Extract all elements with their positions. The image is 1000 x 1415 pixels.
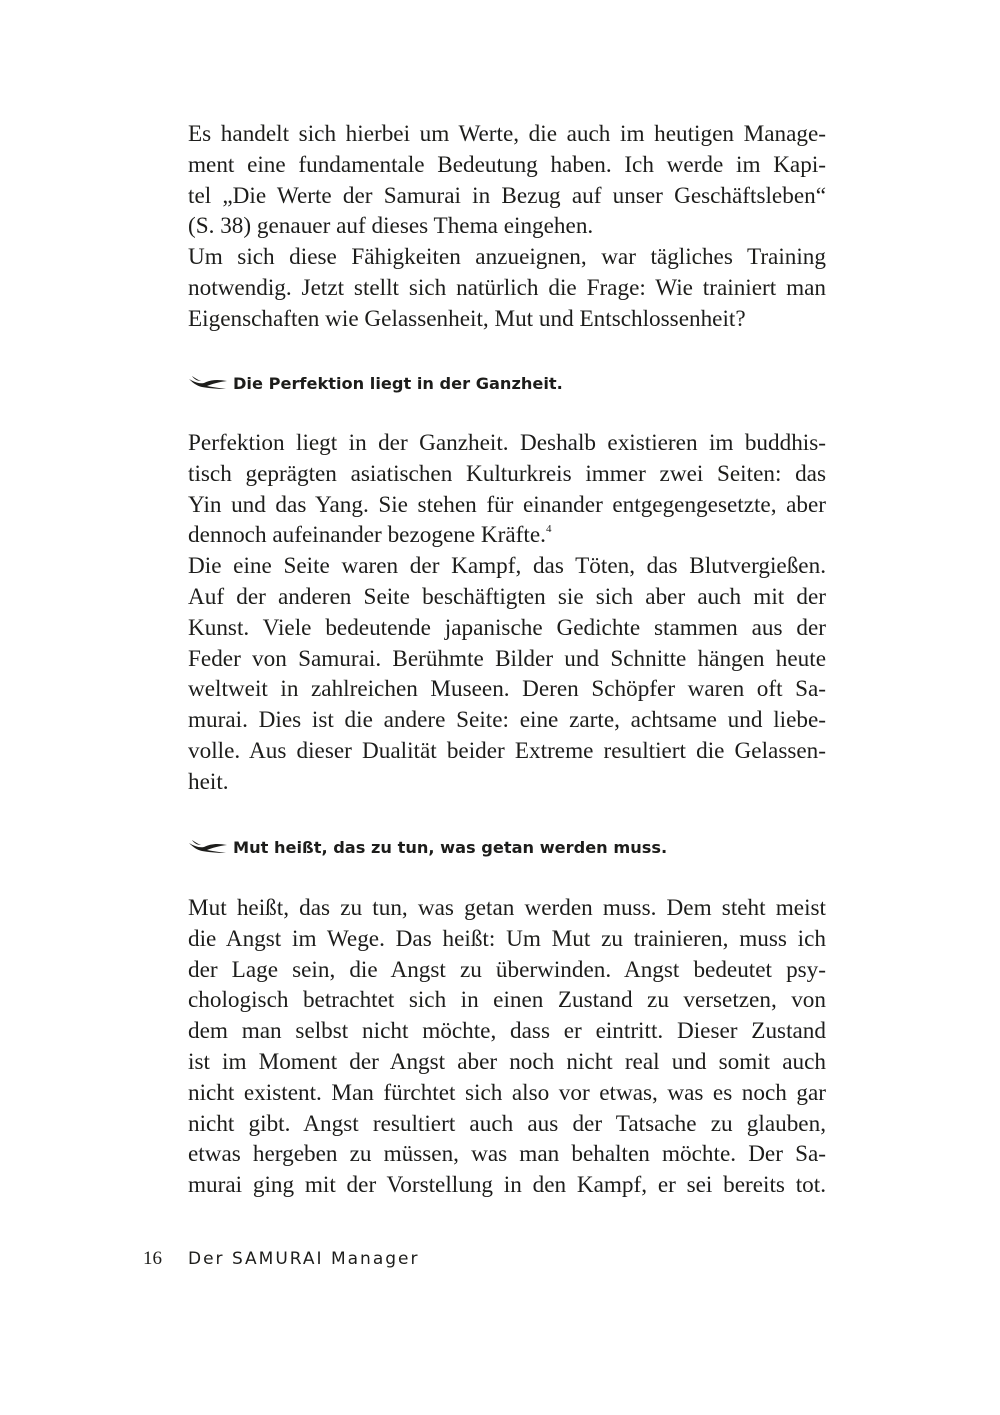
text-line <box>188 520 826 551</box>
text-line: Mut heißt, das zu tun, was getan werden muss. Dem steht meist <box>188 895 826 921</box>
paragraph-block-2 <box>188 428 826 798</box>
text-line: volle. Aus dieser Dualität beider Extreme resultiert die Gelassen- <box>188 737 826 764</box>
text-line: tel „Die Werte der Samurai in Bezug auf unser Geschäftsleben“ <box>188 182 826 209</box>
text-line: weltweit in zahlreichen Museen. Deren Schöpfer waren oft Sa- <box>188 676 826 703</box>
text-line: ist im Moment der Angst aber noch nicht real und somit auch <box>188 1048 826 1075</box>
running-title: Der SAMURAI Manager <box>188 1249 420 1269</box>
text-line: Die eine Seite waren der Kampf, das Töten, das Blutvergießen. <box>188 553 826 580</box>
text-line: die Angst im Wege. Das heißt: Um Mut zu trainieren, muss ich <box>188 925 826 952</box>
text-line: ment eine fundamentale Bedeutung haben. Ich werde im Kapi- <box>188 151 826 178</box>
text-line: nicht gibt. Angst resultiert auch aus der Tatsache zu glauben, <box>188 1110 826 1137</box>
text-line: notwendig. Jetzt stellt sich natürlich die Frage: Wie trainiert man <box>188 274 826 301</box>
heading-text: Die Perfektion liegt in der Ganzheit. <box>233 373 563 393</box>
text-line: heit. <box>188 768 229 795</box>
flying-bird-icon <box>188 376 228 390</box>
text-line: Auf der anderen Seite beschäftigten sie sich aber auch mit der <box>188 583 826 610</box>
text-line: Perfektion liegt in der Ganzheit. Deshalb existieren im buddhis- <box>188 430 826 456</box>
text-line: Um sich diese Fähigkeiten anzueignen, war tägliches Training <box>188 244 826 271</box>
text-line-content: dennoch aufeinander bezogene Kräfte. <box>188 522 546 549</box>
text-line: tisch geprägten asiatischen Kulturkreis immer zwei Seiten: das <box>188 460 826 487</box>
flying-bird-icon <box>188 840 228 854</box>
paragraph-block-1 <box>188 119 826 335</box>
page-number: 16 <box>143 1248 162 1269</box>
text-line: etwas hergeben zu müssen, was man behalten möchte. Der Sa- <box>188 1141 826 1168</box>
section-heading-mut <box>188 836 667 858</box>
text-line: (S. 38) genauer auf dieses Thema eingehen. <box>188 213 594 240</box>
text-line: Es handelt sich hierbei um Werte, die auch im heutigen Manage- <box>188 121 826 147</box>
text-line: Feder von Samurai. Berühmte Bilder und Schnitte hängen heute <box>188 645 826 672</box>
text-line: murai. Dies ist die andere Seite: eine zarte, achtsame und liebe- <box>188 707 826 734</box>
text-line: nicht existent. Man fürchtet sich also vor etwas, was es noch gar <box>188 1079 826 1106</box>
text-line: dem man selbst nicht möchte, dass er eintritt. Dieser Zustand <box>188 1018 826 1045</box>
section-heading-perfektion <box>188 372 563 394</box>
text-line: der Lage sein, die Angst zu überwinden. Angst bedeutet psy- <box>188 956 826 983</box>
heading-text: Mut heißt, das zu tun, was getan werden muss. <box>233 837 668 857</box>
text-line: Yin und das Yang. Sie stehen für einander entgegengesetzte, aber <box>188 491 826 518</box>
paragraph-block-3 <box>188 893 826 1201</box>
text-line: murai ging mit der Vorstellung in den Kampf, er sei bereits tot. <box>188 1172 826 1199</box>
page-footer <box>143 1246 419 1272</box>
footnote-reference: 4 <box>545 523 552 536</box>
text-line: Kunst. Viele bedeutende japanische Gedichte stammen aus der <box>188 614 826 641</box>
text-line: Eigenschaften wie Gelassenheit, Mut und Entschlossenheit? <box>188 305 746 332</box>
text-line: chologisch betrachtet sich in einen Zustand zu versetzen, von <box>188 987 826 1014</box>
